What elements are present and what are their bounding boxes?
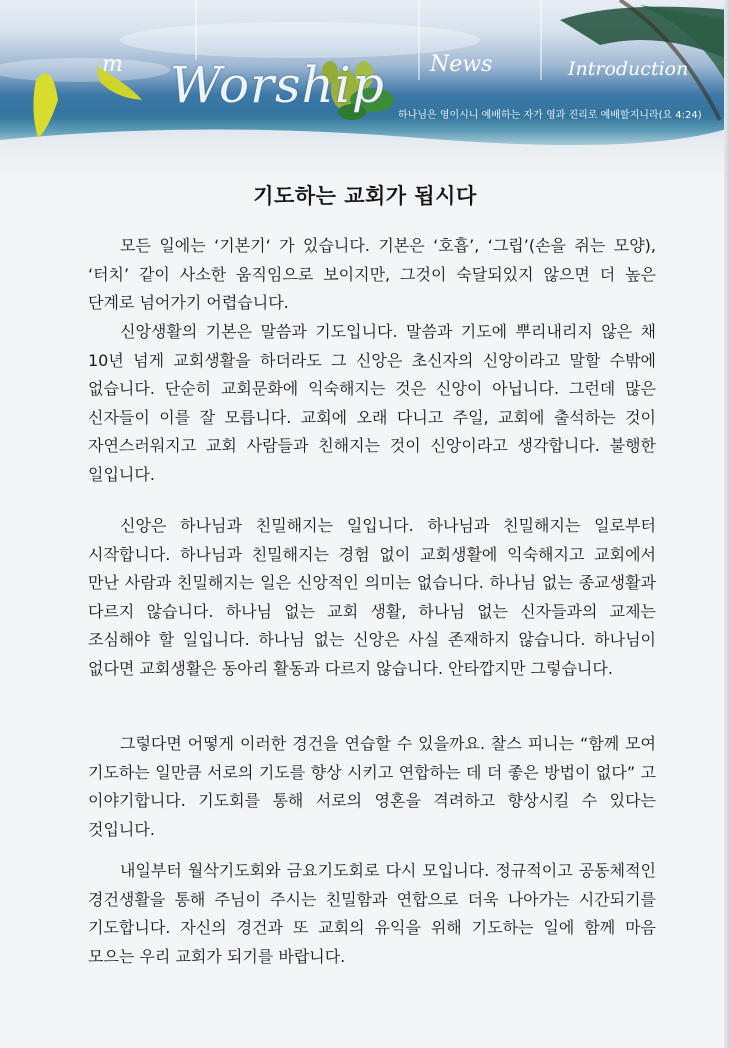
banner-fragment-text: m (102, 52, 123, 77)
nav-news[interactable]: News (430, 52, 493, 77)
article-paragraph-2: 신앙생활의 기본은 말씀과 기도입니다. 말씀과 기도에 뿌리내리지 않은 채 10년 넘게 교회생활을 하더라도 그 신앙은 초신자의 신앙이라고 말할 수밖에 없습니다. 단순히 교회문화에 익숙해지는 것은 신앙이 아닙니다. 그런데 많은 신자들이 이를 잘 모릅니다. 교회에 오래 다니고 주일, 교회에 출석하는 것이 자연스러워지고 교회 사람들과 친해지는 것이 신앙이라고 생각합니다. 불행한 일입니다. (88, 322, 656, 484)
article-paragraph-5: 내일부터 월삭기도회와 금요기도회로 다시 모입니다. 정규적이고 공동체적인 경건생활을 통해 주님이 주시는 친밀함과 연합으로 더욱 나아가는 시간되기를 기도합니다. 자신의 경건과 또 교회의 유익을 위해 기도하는 일에 함께 마음 모으는 우리 교회가 되기를 바랍니다. (88, 861, 656, 966)
article-paragraph-3: 신앙은 하나님과 친밀해지는 일입니다. 하나님과 친밀해지는 일로부터 시작합니다. 하나님과 친밀해지는 경험 없이 교회생활에 익숙해지고 교회에서 만난 사람과 친밀해지는 일은 신앙적인 의미는 없습니다. 하나님 없는 종교생활과 다르지 않습니다. 하나님 없는 교회 생활, 하나님 없는 신자들과의 교제는 조심해야 할 일입니다. 하나님 없는 신앙은 사실 존재하지 않습니다. 하나님이 없다면 교회생활은 동아리 활동과 다르지 않습니다. 안타깝지만 그렇습니다. (88, 516, 656, 678)
header-banner (0, 0, 730, 172)
nav-introduction[interactable]: Introduction (568, 58, 689, 80)
bible-verse: 하나님은 영이시니 예배하는 자가 영과 진리로 예배할지니라(요 4:24) (398, 110, 702, 121)
article-paragraph-4: 그렇다면 어떻게 이러한 경건을 연습할 수 있을까요. 찰스 피니는 “함께 모여 기도하는 일만큼 서로의 기도를 향상 시키고 연합하는 데 더 좋은 방법이 없다” 고 이야기합니다. 기도회를 통해 서로의 영혼을 격려하고 향상시킬 수 있다는 것입니다. (88, 734, 656, 839)
article-title: 기도하는 교회가 됩시다 (253, 184, 477, 208)
page-edge-shadow (724, 0, 730, 1048)
article-paragraph-1: 모든 일에는 ‘기본기‘ 가 있습니다. 기본은 ‘호흡’, ‘그립’(손을 쥐는 모양), ‘터치’ 같이 사소한 움직임으로 보이지만, 그것이 숙달되있지 않으면 더 높은 단계로 넘어가기 어렵습니다. (88, 236, 656, 312)
worship-logo: Worship (170, 56, 385, 114)
